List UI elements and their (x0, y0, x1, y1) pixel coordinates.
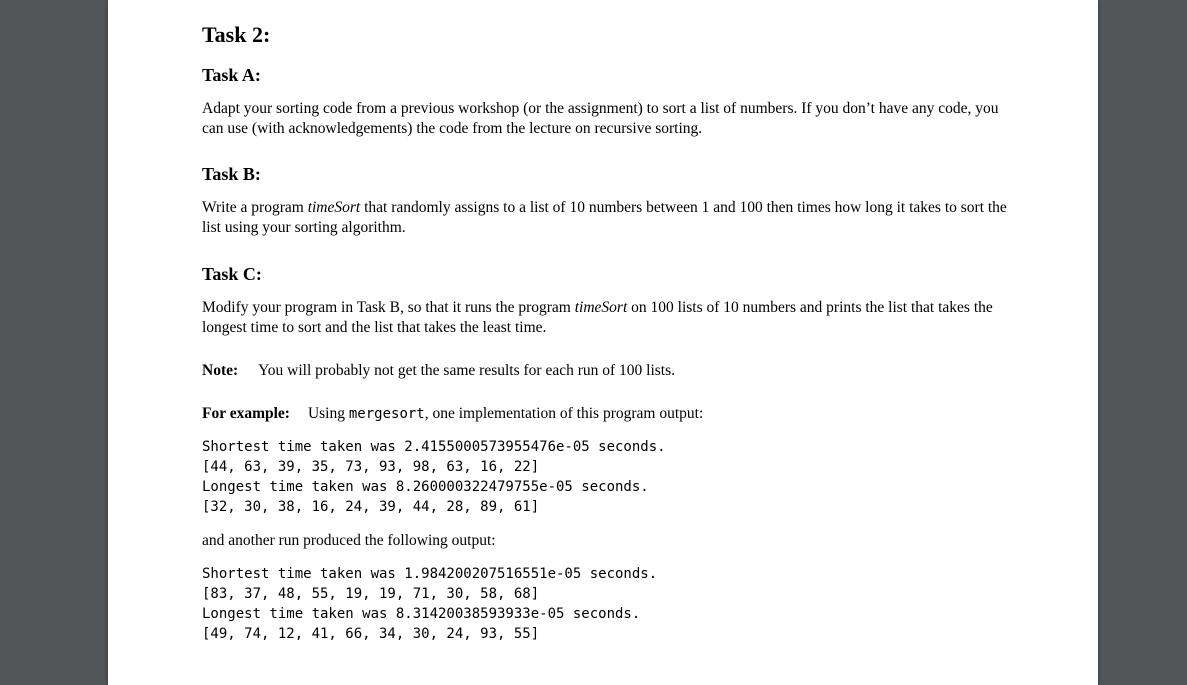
output-block-2 (202, 564, 1012, 644)
example-line (202, 404, 1012, 424)
task-b-text-before: Write a program (202, 199, 308, 216)
example-text-before: Using (307, 405, 349, 422)
task-a-heading: Task A: (202, 65, 261, 85)
document-page (108, 0, 1098, 685)
task-c-text-after: on 100 lists of 10 numbers and prints the list that takes the longest time to sort and the list that takes the least time. (202, 299, 993, 336)
output-block-1 (202, 437, 1012, 517)
output-1-line: [44, 63, 39, 35, 73, 93, 98, 63, 16, 22] (202, 459, 540, 475)
note-label: Note: (202, 362, 239, 379)
task-a-text: Adapt your sorting code from a previous workshop (or the assignment) to sort a list of numbers. If you don’t have any code, you can use (with acknowledgements) the code from the lecture on recursive sorting. (202, 100, 999, 137)
task-c-text-before: Modify your program in Task B, so that it runs the program (202, 299, 575, 316)
output-1-line: Shortest time taken was 2.4155000573955476e-05 seconds. (202, 439, 666, 455)
task-b-text-after: that randomly assigns to a list of 10 numbers between 1 and 100 then times how long it takes to sort the list using your sorting algorithm. (202, 199, 1007, 236)
between-text: and another run produced the following output: (202, 532, 496, 549)
example-code-word: mergesort (348, 406, 425, 422)
task-b-program-name: timeSort (307, 199, 361, 216)
output-2-line: [49, 74, 12, 41, 66, 34, 30, 24, 93, 55] (202, 626, 540, 642)
note-line (202, 361, 1012, 381)
example-text-after: , one implementation of this program output: (424, 405, 704, 422)
task-b-heading: Task B: (202, 164, 261, 184)
output-1-line: [32, 30, 38, 16, 24, 39, 44, 28, 89, 61] (202, 499, 540, 515)
task-c-text (202, 298, 1012, 338)
task-c-program-name: timeSort (574, 299, 628, 316)
task-c-heading: Task C: (202, 264, 262, 284)
example-label: For example: (202, 405, 290, 422)
task-b-text (202, 198, 1012, 238)
output-1-line: Longest time taken was 8.260000322479755e-05 seconds. (202, 479, 649, 495)
task-title: Task 2: (202, 22, 271, 47)
output-2-line: Longest time taken was 8.31420038593933e-05 seconds. (202, 606, 641, 622)
page-content (202, 20, 1012, 644)
note-text: You will probably not get the same results for each run of 100 lists. (258, 362, 676, 379)
output-2-line: Shortest time taken was 1.984200207516551e-05 seconds. (202, 566, 658, 582)
output-2-line: [83, 37, 48, 55, 19, 19, 71, 30, 58, 68] (202, 586, 540, 602)
